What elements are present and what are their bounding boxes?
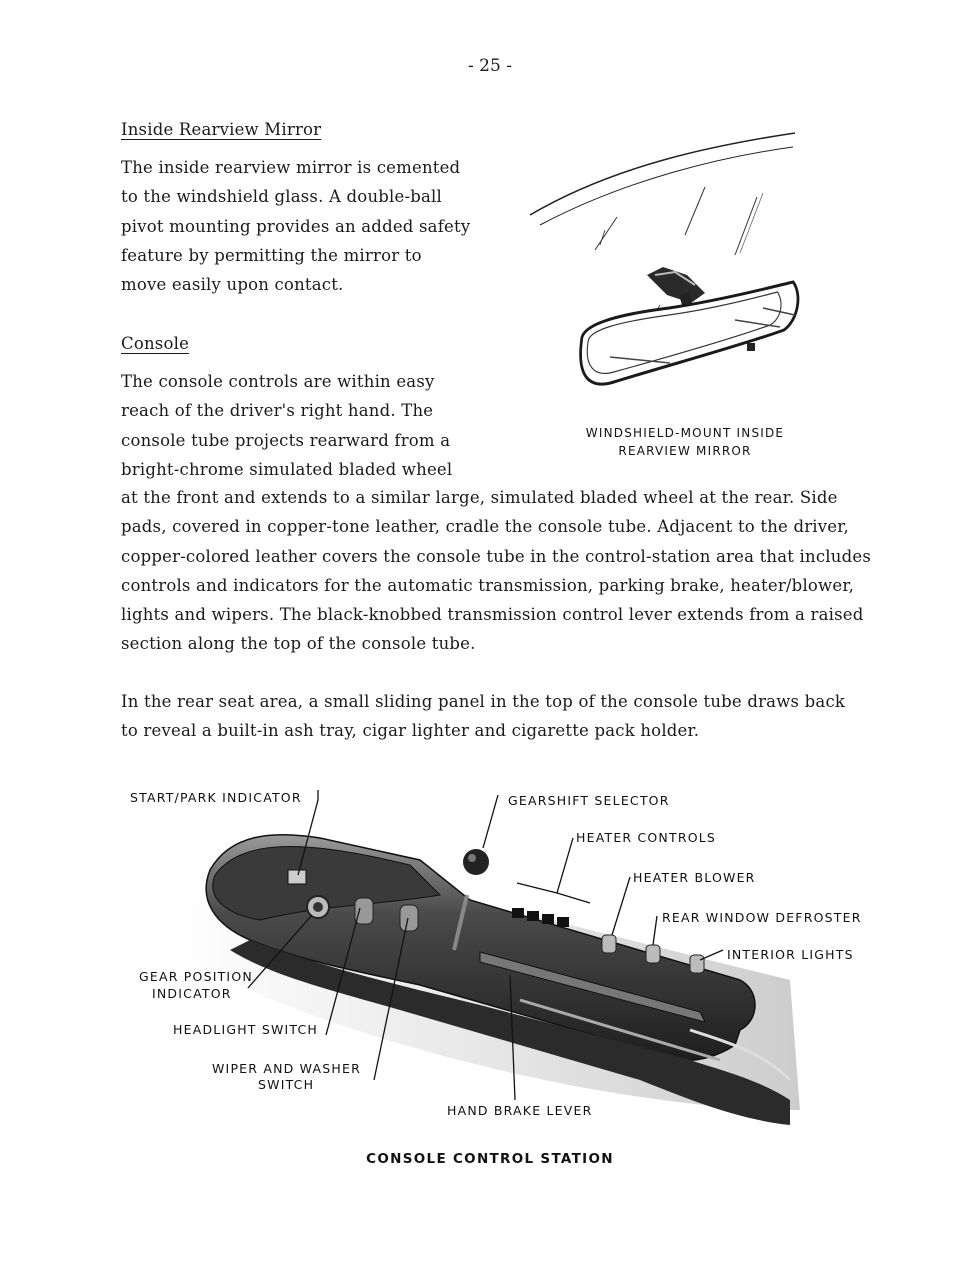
label-heater-blower: HEATER BLOWER (633, 870, 756, 885)
page-number: - 25 - (468, 56, 512, 76)
console-figure-caption: CONSOLE CONTROL STATION (366, 1151, 614, 1167)
text-line: to the windshield glass. A double-ball (121, 187, 443, 207)
label-start-park-indicator: START/PARK INDICATOR (130, 790, 302, 805)
label-headlight-switch: HEADLIGHT SWITCH (173, 1022, 319, 1037)
console-paragraph-narrow (121, 367, 481, 484)
text-line: to reveal a built-in ash tray, cigar lighter and cigarette pack holder. (121, 721, 700, 741)
label-gearshift-selector: GEARSHIFT SELECTOR (508, 793, 670, 808)
label-gear-position-indicator-line1: GEAR POSITION (139, 969, 253, 984)
text-line: reach of the driver's right hand. The (121, 401, 434, 421)
rearview-mirror-illustration (495, 125, 805, 400)
text-line: move easily upon contact. (121, 275, 344, 295)
label-wiper-washer-switch-line2: SWITCH (258, 1077, 315, 1092)
text-line: The console controls are within easy (121, 372, 435, 391)
label-rear-window-defroster: REAR WINDOW DEFROSTER (662, 910, 862, 925)
text-line: The inside rearview mirror is cemented (121, 158, 461, 177)
rear-seat-paragraph (121, 687, 901, 746)
text-line: copper-colored leather covers the console tube in the control-station area that includes (121, 546, 872, 566)
mirror-figure-caption (530, 424, 840, 460)
text-line: pads, covered in copper-tone leather, cradle the console tube. Adjacent to the driver, (121, 517, 849, 537)
text-line: pivot mounting provides an added safety (121, 216, 471, 236)
text-line: feature by permitting the mirror to (121, 245, 422, 265)
label-hand-brake-lever: HAND BRAKE LEVER (447, 1103, 593, 1118)
caption-line: WINDSHIELD-MOUNT INSIDE (585, 426, 785, 440)
text-line: console tube projects rearward from a (121, 430, 451, 450)
caption-line: REARVIEW MIRROR (618, 444, 752, 458)
label-gear-position-indicator-line2: INDICATOR (152, 986, 232, 1001)
label-wiper-washer-switch-line1: WIPER AND WASHER (212, 1061, 361, 1076)
text-line: controls and indicators for the automatic transmission, parking brake, heater/blower, (121, 575, 855, 595)
text-line: at the front and extends to a similar large, simulated bladed wheel at the rear. Side (121, 488, 838, 507)
section-heading-mirror: Inside Rearview Mirror (121, 120, 322, 139)
mirror-paragraph (121, 153, 481, 299)
text-line: lights and wipers. The black-knobbed transmission control lever extends from a raised (121, 605, 864, 625)
text-line: In the rear seat area, a small sliding panel in the top of the console tube draws back (121, 692, 846, 711)
text-line: section along the top of the console tube. (121, 634, 476, 654)
text-line: bright-chrome simulated bladed wheel (121, 459, 453, 479)
label-interior-lights: INTERIOR LIGHTS (727, 947, 854, 962)
console-paragraph-wide (121, 483, 901, 659)
section-heading-console: Console (121, 334, 190, 353)
label-heater-controls: HEATER CONTROLS (576, 830, 717, 845)
